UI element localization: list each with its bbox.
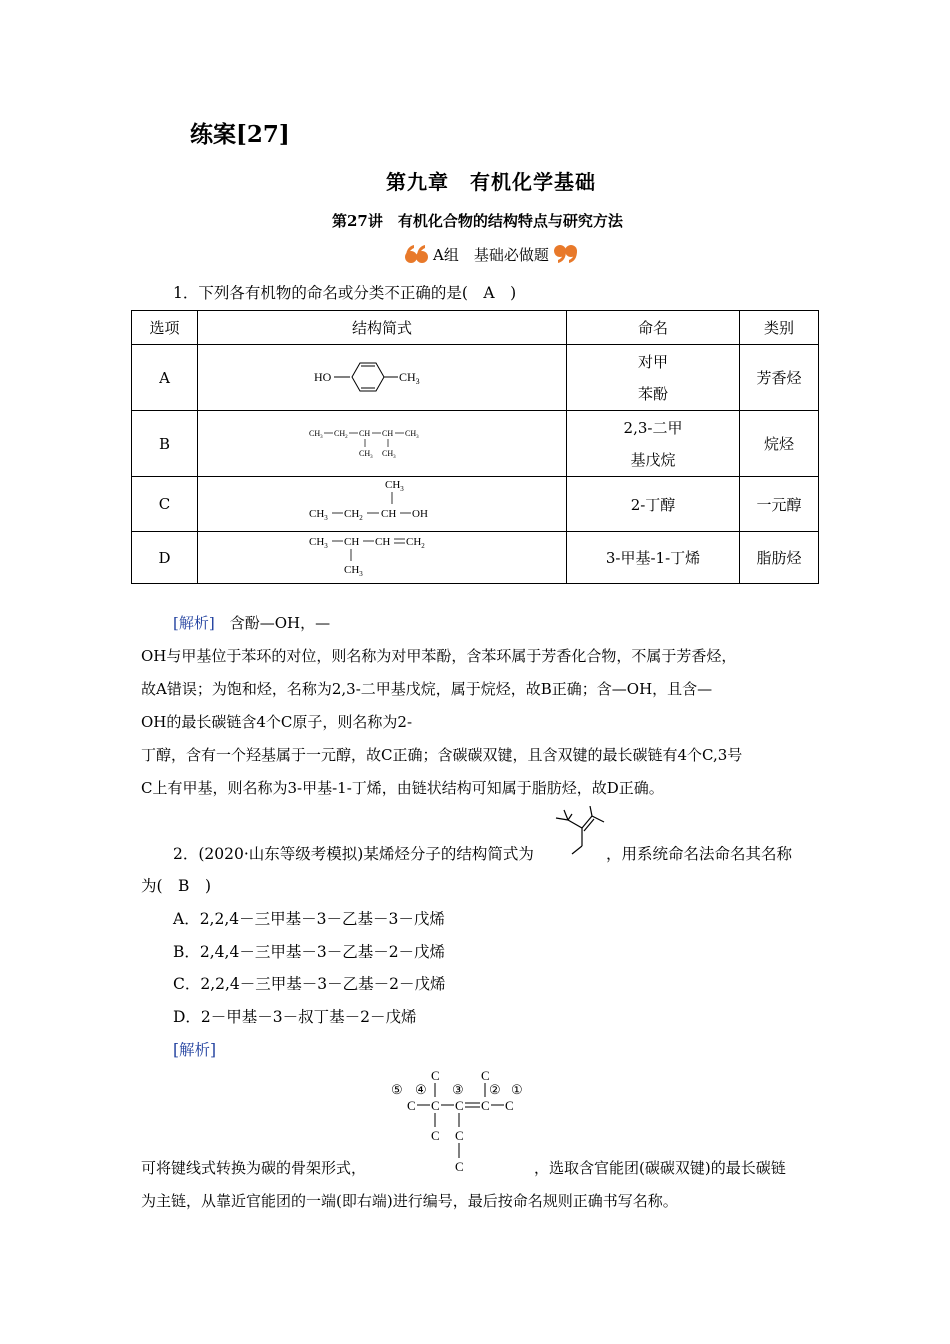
analysis-2-line-2: 为主链，从靠近官能团的一端(即右端)进行编号，最后按命名规则正确书写名称。 — [141, 1192, 678, 1210]
svg-text:CH3: $CH_3$ — [344, 563, 363, 578]
option-d: D．2－甲基－3－叔丁基－2－戊烯 — [173, 1008, 417, 1026]
table-row — [132, 532, 819, 584]
name-cell: 2-丁醇 — [567, 477, 740, 532]
svg-text:CH: CH — [382, 428, 394, 438]
page-title: 练案[27] — [190, 121, 290, 148]
analysis-2-label: [解析] — [173, 1041, 217, 1059]
svg-text:CH2: $CH_2$ — [406, 535, 425, 550]
alkene-skeletal-structure — [548, 806, 606, 862]
table-header-cell: 类别 — [740, 311, 819, 345]
category-cell: 一元醇 — [740, 477, 819, 532]
butanol-structure — [307, 477, 457, 527]
svg-text:C: C — [455, 1128, 464, 1143]
svg-text:CH3: $CH_3$ — [399, 369, 420, 386]
analysis-1-line-3: 故A错误；为饱和烃，名称为2,3-二甲基戊烷，属于烷烃，故B正确；含—OH，且含— — [141, 680, 713, 698]
option-cell: D — [132, 532, 198, 584]
svg-text:③: ③ — [452, 1082, 464, 1097]
category-cell: 芳香烃 — [740, 345, 819, 411]
option-a: A．2,2,4－三甲基－3－乙基－3－戊烯 — [173, 910, 445, 928]
analysis-2-line-1a: 可将键线式转换为碳的骨架形式， — [141, 1159, 367, 1177]
question-2-stem-part2: ，用系统命名法命名其名称 — [606, 845, 793, 863]
table-row — [132, 411, 819, 477]
table-header-cell: 结构简式 — [198, 311, 567, 345]
svg-text:CH: CH — [344, 535, 360, 548]
analysis-1-line-4: OH的最长碳链含4个C原子，则名称为2- — [141, 713, 413, 731]
option-c: C．2,2,4－三甲基－3－乙基－2－戊烯 — [173, 975, 446, 993]
svg-text:C: C — [407, 1098, 416, 1113]
svg-text:CH: CH — [375, 535, 391, 548]
analysis-1-line-5: 丁醇，含有一个羟基属于一元醇，故C正确；含碳碳双键，且含双键的最长碳链有4个C,3号 — [141, 746, 743, 764]
svg-text:CH2: $CH_2$ — [344, 508, 363, 522]
option-cell: A — [132, 345, 198, 411]
name-line: 2,3-二甲 — [623, 418, 683, 437]
svg-text:⑤: ⑤ — [391, 1082, 403, 1097]
svg-text:④: ④ — [415, 1082, 427, 1097]
structure-cell — [198, 345, 567, 411]
svg-text:C: C — [455, 1159, 464, 1174]
question-2-stem-part1: 2．(2020·山东等级考模拟)某烯烃分子的结构简式为 — [173, 845, 534, 863]
name-line: 基戊烷 — [630, 450, 676, 469]
analysis-2-line-1b: ，选取含官能团(碳碳双键)的最长碳链 — [534, 1159, 786, 1177]
structure-cell — [198, 477, 567, 532]
analysis-1-line-6: C上有甲基，则名称为3-甲基-1-丁烯，由链状结构可知属于脂肪烃，故D正确。 — [141, 779, 664, 797]
group-label: A组 基础必做题 — [433, 245, 549, 264]
svg-text:C: C — [481, 1068, 490, 1083]
carbon-skeleton-diagram — [385, 1064, 535, 1179]
group-heading — [403, 242, 579, 266]
structure-cell — [198, 411, 567, 477]
lecture-heading: 第27讲 有机化合物的结构特点与研究方法 — [332, 212, 623, 230]
svg-text:HO: HO — [314, 369, 332, 384]
svg-text:C: C — [431, 1068, 440, 1083]
svg-text:C: C — [455, 1098, 464, 1113]
question-1-stem: 1．下列各有机物的命名或分类不正确的是( A ) — [173, 284, 517, 302]
analysis-label: [解析] — [173, 614, 215, 632]
svg-text:CH3: $CH_3$ — [309, 535, 328, 550]
name-line: 苯酚 — [637, 384, 668, 403]
svg-text:CH3: $CH_3$ — [309, 508, 328, 522]
analysis-1-line-2: OH与甲基位于苯环的对位，则名称为对甲苯酚，含苯环属于芳香化合物，不属于芳香烃， — [141, 647, 737, 665]
question-1-table — [131, 310, 819, 584]
svg-text:CH: CH — [381, 508, 397, 520]
option-cell: B — [132, 411, 198, 477]
category-cell: 烷烃 — [740, 411, 819, 477]
category-cell: 脂肪烃 — [740, 532, 819, 584]
analysis-text: 含酚—OH，— — [229, 614, 331, 632]
svg-text:CH3: $CH_3$ — [385, 479, 404, 493]
svg-text:①: ① — [511, 1082, 523, 1097]
close-quote-icon — [553, 243, 579, 265]
svg-text:CH3: $CH_3$ — [359, 448, 373, 460]
methylbutene-structure — [307, 533, 457, 579]
name-cell — [567, 345, 740, 411]
svg-text:CH3: $CH_3$ — [382, 448, 396, 460]
table-header-cell: 选项 — [132, 311, 198, 345]
analysis-1-line-1 — [173, 607, 330, 640]
structure-cell — [198, 532, 567, 584]
table-row — [132, 477, 819, 532]
svg-text:CH2: $CH_2$ — [334, 428, 348, 440]
name-line: 对甲 — [637, 352, 668, 371]
question-2-stem-line2: 为( B ) — [141, 877, 211, 895]
option-b: B．2,4,4－三甲基－3－乙基－2－戊烯 — [173, 943, 446, 961]
svg-text:C: C — [505, 1098, 514, 1113]
open-quote-icon — [403, 243, 429, 265]
svg-text:OH: OH — [412, 508, 428, 520]
svg-text:CH: CH — [359, 428, 371, 438]
table-row — [132, 345, 819, 411]
svg-text:CH3: $CH_3$ — [309, 428, 323, 440]
para-cresol-structure — [312, 356, 452, 396]
svg-text:C: C — [481, 1098, 490, 1113]
option-cell: C — [132, 477, 198, 532]
svg-text:CH3: $CH_3$ — [405, 428, 419, 440]
table-header-cell: 命名 — [567, 311, 740, 345]
chapter-heading: 第九章 有机化学基础 — [386, 170, 596, 194]
dimethylpentane-structure — [307, 422, 457, 462]
svg-text:C: C — [431, 1098, 440, 1113]
svg-text:C: C — [431, 1128, 440, 1143]
svg-text:②: ② — [489, 1082, 501, 1097]
name-cell: 3-甲基-1-丁烯 — [567, 532, 740, 584]
name-cell — [567, 411, 740, 477]
table-header-row — [132, 311, 819, 345]
